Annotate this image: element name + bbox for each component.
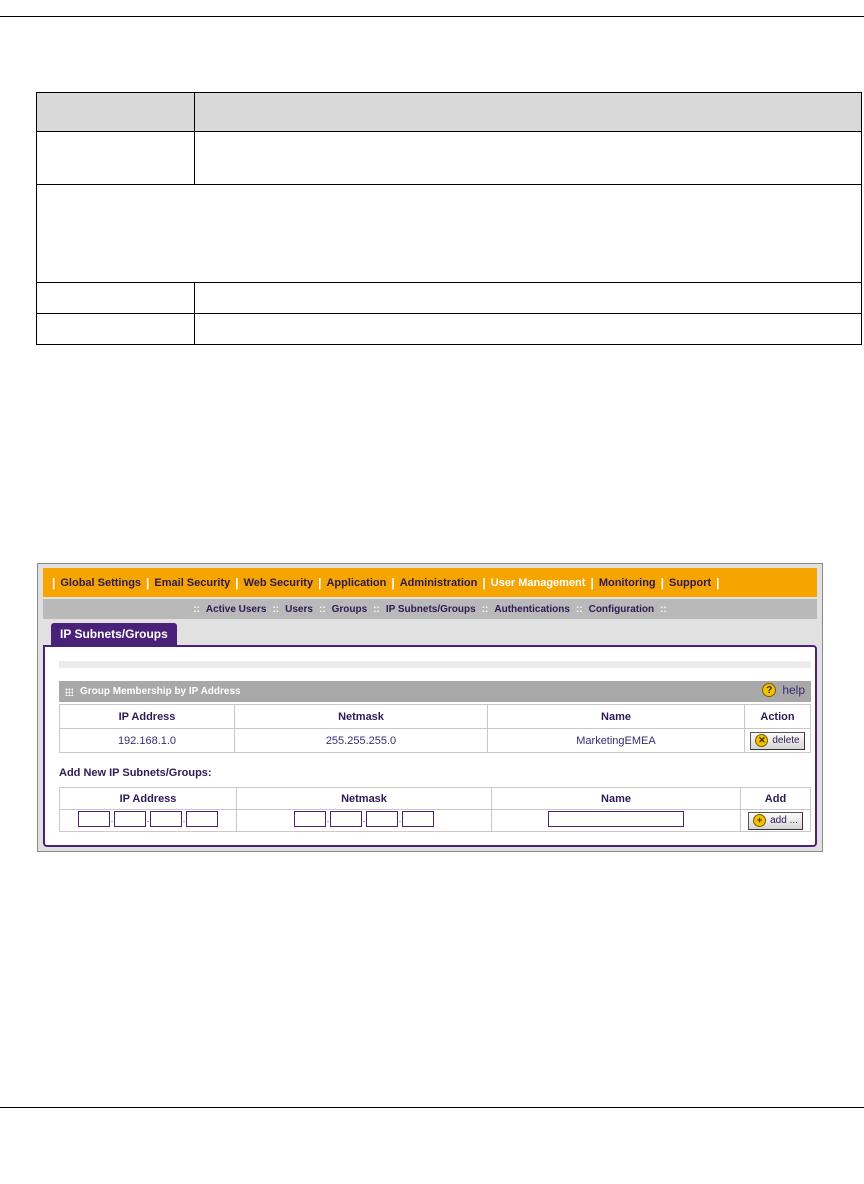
section-header — [59, 681, 811, 702]
page-bottom-rule — [0, 1107, 864, 1108]
page-top-rule — [0, 16, 864, 17]
document-table-header-row — [37, 93, 862, 132]
column-header-ip-address: IP Address — [60, 788, 237, 810]
column-header-add: Add — [741, 788, 811, 810]
nav-separator: | — [52, 575, 56, 590]
cell-ip-input — [60, 810, 237, 832]
netmask-octet-3-field[interactable] — [366, 811, 398, 827]
nav-separator: | — [318, 575, 322, 590]
octet-dot: . — [146, 814, 150, 824]
column-header-name: Name — [492, 788, 741, 810]
subnav-active-users[interactable]: Active Users — [205, 603, 267, 615]
delete-button-label: delete — [772, 735, 800, 746]
cell-name: MarketingEMEA — [488, 729, 745, 753]
subnav-users[interactable]: Users — [285, 603, 313, 615]
cell-netmask: 255.255.255.0 — [235, 729, 488, 753]
help-link[interactable] — [762, 683, 805, 697]
column-header-ip-address: IP Address — [60, 705, 235, 729]
document-table-row — [37, 185, 862, 283]
document-table-cell — [195, 314, 862, 345]
subnav-groups[interactable]: Groups — [331, 603, 368, 615]
table-header-row — [60, 788, 811, 810]
subnav-separator: :: — [318, 603, 326, 615]
document-table-cell — [195, 93, 862, 132]
subnav-separator: :: — [575, 603, 583, 615]
ip-octet-3-field[interactable] — [150, 811, 182, 827]
ui-screenshot — [37, 563, 823, 852]
column-header-action: Action — [745, 705, 811, 729]
subnav-separator: :: — [481, 603, 489, 615]
cell-ip-address: 192.168.1.0 — [60, 729, 235, 753]
add-section-title: Add New IP Subnets/Groups: — [59, 767, 212, 779]
subnav-configuration[interactable]: Configuration — [588, 603, 655, 615]
nav-separator: | — [590, 575, 594, 590]
cell-action — [745, 729, 811, 753]
spacer-bar — [59, 661, 811, 668]
table-header-row — [60, 705, 811, 729]
tab-ip-subnets-groups[interactable]: IP Subnets/Groups — [51, 623, 177, 645]
document-table-row — [37, 314, 862, 345]
nav-global-settings[interactable]: Global Settings — [60, 576, 142, 589]
subnav-separator: :: — [272, 603, 280, 615]
nav-separator: | — [660, 575, 664, 590]
document-table-cell — [37, 314, 195, 345]
nav-web-security[interactable]: Web Security — [243, 576, 314, 589]
octet-dot: . — [326, 814, 330, 824]
document-table-cell — [37, 132, 195, 185]
octet-dot: . — [182, 814, 186, 824]
table-row — [60, 729, 811, 753]
octet-dot: . — [398, 814, 402, 824]
add-button-label: add ... — [770, 815, 798, 826]
document-table — [36, 92, 862, 345]
document-table-row — [37, 132, 862, 185]
octet-dot: . — [362, 814, 366, 824]
nav-separator: | — [716, 575, 720, 590]
subnav-separator: :: — [660, 603, 667, 615]
column-header-netmask: Netmask — [235, 705, 488, 729]
add-table — [59, 787, 811, 832]
name-field[interactable] — [548, 811, 684, 827]
nav-separator: | — [482, 575, 486, 590]
nav-separator: | — [235, 575, 239, 590]
delete-button[interactable] — [750, 732, 804, 750]
octet-dot: . — [110, 814, 114, 824]
nav-email-security[interactable]: Email Security — [154, 576, 231, 589]
ip-address-input — [78, 811, 218, 827]
cell-add — [741, 810, 811, 832]
section-title: Group Membership by IP Address — [80, 686, 241, 697]
netmask-octet-4-field[interactable] — [402, 811, 434, 827]
ip-octet-4-field[interactable] — [186, 811, 218, 827]
netmask-input — [294, 811, 434, 827]
nav-user-management[interactable]: User Management — [490, 576, 586, 589]
table-row — [60, 810, 811, 832]
nav-application[interactable]: Application — [326, 576, 387, 589]
x-circle-icon: ✕ — [755, 734, 768, 747]
cell-netmask-input — [237, 810, 492, 832]
nav-separator: | — [391, 575, 395, 590]
netmask-octet-1-field[interactable] — [294, 811, 326, 827]
subnav-ip-subnets-groups[interactable]: IP Subnets/Groups — [385, 603, 476, 615]
document-table-cell — [37, 93, 195, 132]
membership-table — [59, 704, 811, 753]
document-table-cell — [195, 283, 862, 314]
subnav-separator: :: — [193, 603, 200, 615]
grip-icon — [65, 688, 73, 696]
nav-monitoring[interactable]: Monitoring — [598, 576, 656, 589]
document-table-cell — [37, 185, 862, 283]
top-navigation — [43, 568, 817, 597]
ip-octet-2-field[interactable] — [114, 811, 146, 827]
nav-support[interactable]: Support — [669, 576, 712, 589]
nav-administration[interactable]: Administration — [399, 576, 478, 589]
nav-separator: | — [146, 575, 150, 590]
help-label[interactable]: help — [782, 683, 805, 697]
plus-circle-icon: + — [753, 814, 766, 827]
subnav-separator: :: — [373, 603, 380, 615]
content-panel — [43, 645, 817, 847]
sub-navigation — [43, 599, 817, 619]
document-table-row — [37, 283, 862, 314]
help-circle-icon: ? — [762, 683, 776, 697]
netmask-octet-2-field[interactable] — [330, 811, 362, 827]
column-header-netmask: Netmask — [237, 788, 492, 810]
document-table-cell — [37, 283, 195, 314]
column-header-name: Name — [488, 705, 745, 729]
cell-name-input — [492, 810, 741, 832]
subnav-authentications[interactable]: Authentications — [494, 603, 570, 615]
add-button[interactable] — [748, 812, 803, 830]
document-table-cell — [195, 132, 862, 185]
ip-octet-1-field[interactable] — [78, 811, 110, 827]
